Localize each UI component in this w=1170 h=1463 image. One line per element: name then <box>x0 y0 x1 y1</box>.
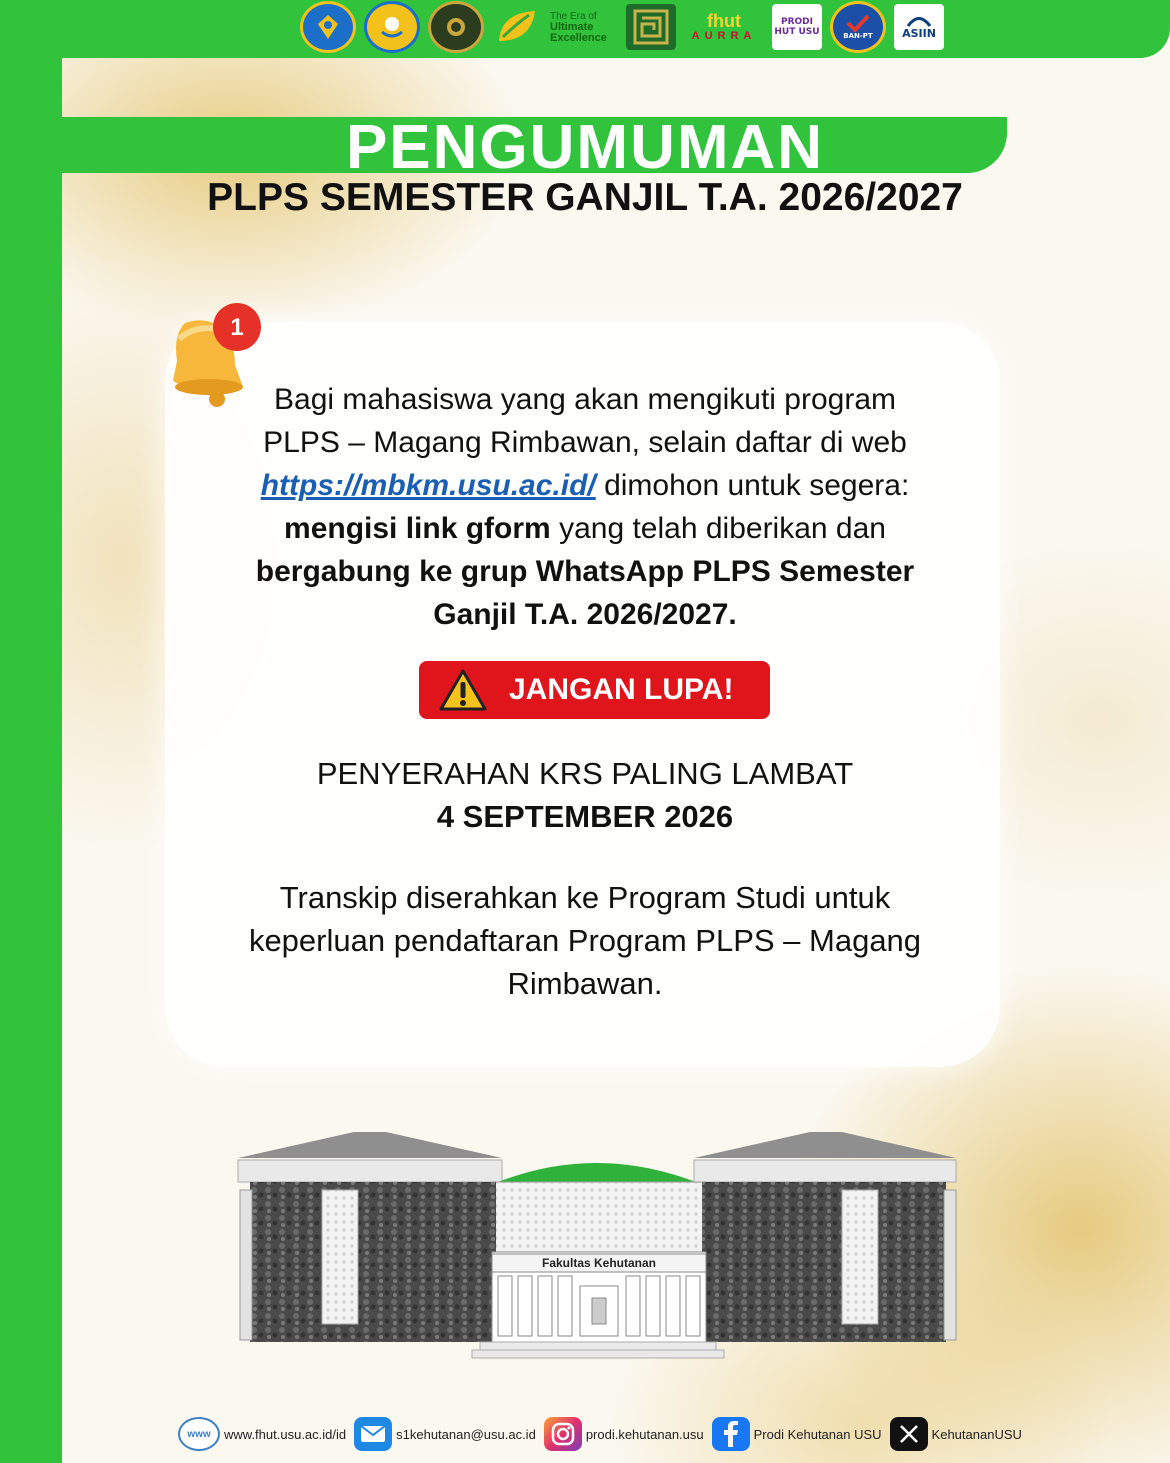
faculty-building-illustration <box>236 1130 960 1366</box>
body-line-3-rest: dimohon untuk segera: <box>595 469 910 502</box>
instagram-icon <box>544 1417 582 1451</box>
banpt-text: BAN-PT <box>843 32 873 40</box>
body-line-1: Bagi mahasiswa yang akan mengikuti program <box>274 383 896 416</box>
x-text: KehutananUSU <box>931 1426 1022 1442</box>
x-icon <box>890 1417 928 1451</box>
krs-deadline <box>200 752 970 838</box>
era-line-1: The Era of <box>550 10 597 22</box>
maze-logo <box>626 4 676 50</box>
prodi-hut-usu-logo <box>772 4 822 50</box>
bell-badge-count: 1 <box>230 314 244 341</box>
jangan-lupa-banner <box>419 661 770 719</box>
footer-email[interactable] <box>354 1417 536 1451</box>
kemdikbud-logo <box>300 1 356 53</box>
body-line-2: PLPS – Magang Rimbawan, selain daftar di web <box>263 426 907 459</box>
warning-label: JANGAN LUPA! <box>509 673 734 706</box>
transcript-line-1: Transkip diserahkan ke Program Studi untuk <box>279 880 891 915</box>
usu-seal-logo <box>428 1 484 53</box>
facebook-text: Prodi Kehutanan USU <box>753 1426 882 1442</box>
transcript-line-2: keperluan pendaftaran Program PLPS – Magang <box>248 923 922 958</box>
era-excellence-text <box>550 11 618 44</box>
ban-pt-logo <box>830 1 886 53</box>
deadline-label: PENYERAHAN KRS PALING LAMBAT <box>316 756 854 791</box>
footer-contacts <box>178 1414 1026 1454</box>
globe-icon-text: www <box>187 1428 211 1440</box>
facebook-icon <box>712 1417 750 1451</box>
body-line-4-rest: yang telah diberikan dan <box>550 512 886 545</box>
email-text: s1kehutanan@usu.ac.id <box>396 1426 536 1442</box>
usu-leaf-logo <box>492 4 542 50</box>
instagram-text: prodi.kehutanan.usu <box>585 1426 704 1442</box>
body-paragraph <box>200 378 970 636</box>
footer-website[interactable] <box>178 1417 346 1451</box>
transcript-line-3: Rimbawan. <box>507 966 663 1001</box>
aurra-text: AURRA <box>691 30 757 42</box>
asiin-logo <box>894 4 944 50</box>
transcript-note <box>200 876 970 1005</box>
whatsapp-emphasis-2: Ganjil T.A. 2026/2027. <box>433 598 737 631</box>
fhut-text: fhut <box>707 11 741 31</box>
fhut-aurra-logo <box>684 12 764 42</box>
page-title: PENGUMUMAN <box>345 113 825 182</box>
era-line-2: Ultimate <box>550 20 594 33</box>
unggul-logo <box>364 1 420 53</box>
asiin-text: ASIIN <box>902 26 936 40</box>
footer-instagram[interactable] <box>544 1417 704 1451</box>
website-text: www.fhut.usu.ac.id/id <box>224 1426 347 1442</box>
gform-emphasis: mengisi link gform <box>284 512 551 545</box>
deadline-date: 4 SEPTEMBER 2026 <box>436 799 734 834</box>
prodi-text: PRODI HUT USU <box>774 17 820 37</box>
whatsapp-emphasis-1: bergabung ke grup WhatsApp PLPS Semester <box>255 555 915 588</box>
building-sign: Fakultas Kehutanan <box>541 1256 657 1270</box>
warning-icon <box>439 668 487 712</box>
mail-icon <box>354 1417 392 1451</box>
body-line-4 <box>200 507 970 550</box>
page-subtitle: PLPS SEMESTER GANJIL T.A. 2026/2027 <box>207 176 963 219</box>
body-line-3 <box>200 464 970 507</box>
left-green-bar <box>0 48 62 1463</box>
logo-strip <box>300 2 944 52</box>
era-line-3: Excellence <box>550 31 607 44</box>
footer-facebook[interactable] <box>712 1417 882 1451</box>
mbkm-link[interactable]: https://mbkm.usu.ac.id/ <box>260 469 596 502</box>
globe-icon <box>178 1417 220 1451</box>
footer-x[interactable] <box>890 1417 1022 1451</box>
